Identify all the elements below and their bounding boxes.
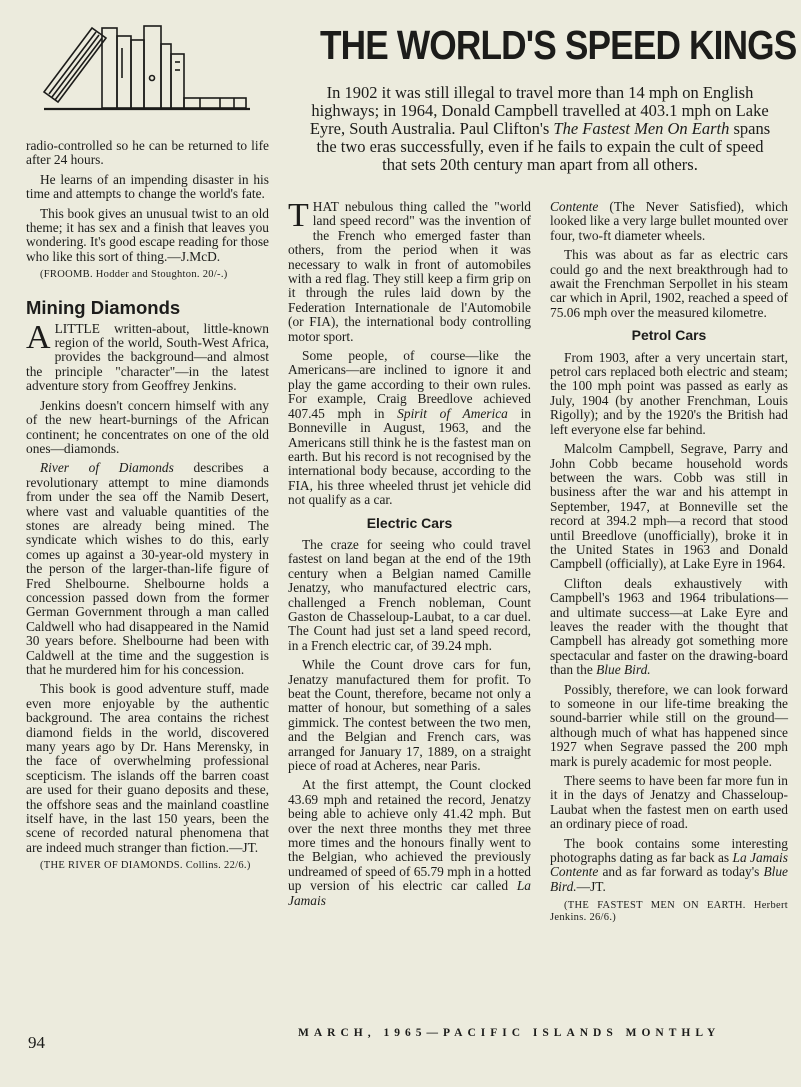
col2-paragraph: The craze for seeing who could travel fastest on land began at the end of the 19th century when a Belgian named Camille Jenatzy, who manufactured electric cars, challenged a French nobleman, Count Gaston de Chasseloup-Laubat, to a car duel. The Count had just set a land speed record, in a French electric car, of 39.24 mph. bbox=[288, 536, 531, 653]
col3-paragraph: This was about as far as electric cars could go and the next breakthrough had to await the Frenchman Serpollet in his steam car which in April, 1902, reached a speed of 75.06 mph over the measured kilometre. bbox=[550, 247, 788, 320]
car-name: Blue Bird. bbox=[550, 864, 788, 894]
page-title: THE WORLD'S SPEED KINGS bbox=[320, 22, 797, 68]
review-credit: (FROOMB. Hodder and Stoughton. 20/-.) bbox=[40, 269, 228, 281]
section-heading-electric-cars: Electric Cars bbox=[366, 514, 453, 531]
col3-paragraph bbox=[550, 577, 788, 678]
paragraph-text: At the first attempt, the Count clocked 43.69 mph and retained the record, Jenatzy being able to achieve only 41.42 mph. But over the next three months they met three more times and the honours finally went to the Belgian, who achieved the previously undreamed of speed of 65.79 mph in a hotted up version of his electric car called bbox=[288, 777, 531, 894]
col1-paragraph: Jenkins doesn't concern himself with any of the new heart-burnings of the African continent; he concentrates on one of the old ones—diamonds. bbox=[26, 397, 269, 456]
section-heading-mining-diamonds: Mining Diamonds bbox=[26, 297, 181, 319]
col1-paragraph: He learns of an impending disaster in his time and attempts to change the world's fate. bbox=[26, 171, 269, 202]
col3-paragraph: Possibly, therefore, we can look forward to someone in our life-time breaking the sound-barrier while still on the ground—although much of what has happened since 1927 when Segrave passed the 200 mph mark is purely academic for most people. bbox=[550, 681, 788, 769]
column-2 bbox=[288, 197, 532, 913]
col2-paragraph: While the Count drove cars for fun, Jenatzy manufactured them for profit. To beat the Count, therefore, became not only a matter of honour, but something of a sales gimmick. The contest between the two men, and the Belgian and French cars, was arranged for January 17, 1889, on a straight piece of road at Acheres, near Paris. bbox=[288, 657, 531, 774]
paragraph-text: Some people, of course—like the Americans—are inclined to ignore it and play the game according to their own rules. For example, Craig Breedlove achieved 407.45 mph in bbox=[288, 348, 531, 421]
intro-text-a: In 1902 it was still illegal to travel more than 14 mph on English highways; in 1964, Donald Campbell travelled at 403.1 mph on Lake Eyre, South Australia. Paul Clifton's bbox=[309, 83, 769, 138]
intro-book-title: The Fastest Men On Earth bbox=[553, 119, 730, 138]
paragraph-text: LITTLE written-about, little-known region of the world, South-West Africa, provides the background—and almost the principle "character"—in the latest adventure story from Geoffrey Jenkins. bbox=[26, 320, 269, 394]
col3-paragraph bbox=[550, 200, 788, 243]
car-name: Blue Bird. bbox=[596, 662, 651, 678]
paragraph-text: The book contains some interesting photographs dating as far back as bbox=[550, 835, 788, 866]
paragraph-text: Clifton deals exhaustively with Campbell's 1963 and 1964 tribulations—and ultimate success—at Lake Eyre and leaves the reader with the thought that Campbell has already got something more spectacular and faster on the drawing-board than the bbox=[550, 575, 788, 678]
col1-paragraph: This book is good adventure stuff, made even more enjoyable by the authentic background. The area contains the richest diamond fields in the world, discovered many years ago by Dr. Hans Merensky, in the face of overwhelming professional scepticism. The islands off the barren coast are used for their guano deposits and these, the offshore seas and the mainland coastline itself have, in the last 150 years, been the scene of recorded natural phenomena that are indeed much stranger than fiction.—JT. bbox=[26, 681, 269, 855]
column-1 bbox=[26, 139, 269, 877]
book-title: River of Diamonds bbox=[40, 460, 174, 476]
col1-paragraph: This book gives an unusual twist to an old theme; it has sex and a finish that leaves you wondering. It's good escape reading for those who like this sort of thing.—J.McD. bbox=[26, 205, 269, 264]
paragraph-text: describes a revolutionary attempt to mine diamonds from under the sea off the Namib Desert, where vast and valuable quantities of the stones are already being mined. The syndicate which wishes to do this, early comes up against a 30-year-old mystery in the person of the larger-than-life figure of Fred Shelbourne. Shelbourne holds a concession passed down from the former German Government through a man called Caldwell who had disappeared in the Namid 30 years before. Shelbourne had been with Caldwell at the time and the suggestion is that he murdered him for his concession. bbox=[26, 460, 269, 677]
section-heading-petrol-cars: Petrol Cars bbox=[631, 327, 707, 344]
running-footer: MARCH, 1965—PACIFIC ISLANDS MONTHLY bbox=[298, 1027, 721, 1039]
review-credit: (THE RIVER OF DIAMONDS. Collins. 22/6.) bbox=[40, 860, 251, 872]
review-credit: (THE FASTEST MEN ON EARTH. Herbert Jenkins. 26/6.) bbox=[550, 900, 788, 924]
paragraph-text: (The Never Satisfied), which looked like a very large bullet mounted over four, two-ft diameter wheels. bbox=[550, 199, 788, 243]
col3-paragraph bbox=[550, 837, 788, 895]
paragraph-text: —JT. bbox=[576, 878, 606, 894]
col1-paragraph bbox=[26, 461, 269, 677]
col2-paragraph bbox=[288, 778, 531, 908]
car-name: Spirit of America bbox=[397, 405, 508, 421]
car-name: La Jamais bbox=[288, 878, 531, 908]
drop-cap: A bbox=[26, 318, 51, 356]
col1-paragraph: radio-controlled so he can be returned to life after 24 hours. bbox=[26, 138, 269, 168]
column-3 bbox=[550, 200, 788, 929]
drop-cap: T bbox=[288, 197, 309, 234]
paragraph-text: in Bonneville in August, 1963, and the Americans still think he is the fastest man on earth. But his record is not recognised by the international body because, according to the FIA, his three wheeled thrust jet vehicle did not qualify as a car. bbox=[288, 405, 532, 508]
car-name: La Jamais Contente bbox=[550, 850, 788, 880]
paragraph-text: and as far forward as today's bbox=[598, 864, 764, 880]
col3-paragraph: There seems to have been far more fun in it in the days of Jenatzy and Chasseloup-Laubat when the fastest men on earth used an ordinary piece of road. bbox=[550, 773, 788, 832]
car-name: Contente bbox=[550, 199, 599, 214]
col3-paragraph: From 1903, after a very uncertain start, petrol cars replaced both electric and steam; the 100 mph point was passed as early as July, 1904 (by another Frenchman, Louis Rigolly); and by the 1920's the British had left everyone else far behind. bbox=[550, 349, 788, 437]
col2-paragraph bbox=[288, 349, 531, 507]
intro-standfirst bbox=[307, 84, 773, 174]
intro-text-b: spans the two eras successfully, even if he fails to expain the cult of speed that sets 20th century man apart from all others. bbox=[316, 119, 771, 174]
col2-paragraph bbox=[288, 197, 531, 344]
paragraph-text: HAT nebulous thing called the "world land speed record" was the invention of the French who emerged faster than others, from the period when it was necessary to walk in front of automobiles with a red flag. They still keep a firm grip on it through the rules laid down by the Federation Internationale de l'Automobile (or FIA), the international body controlling motor sport. bbox=[288, 199, 531, 344]
page-number: 94 bbox=[28, 1033, 45, 1052]
bookshelf-logo-icon bbox=[40, 18, 255, 118]
col1-paragraph bbox=[26, 318, 269, 394]
col3-paragraph: Malcolm Campbell, Segrave, Parry and John Cobb became household words between the wars. Cobb was still in business after the war and his attempt in September, 1947, at Bonneville set the record at 394.2 mph—a record that stood until Breedlove (unofficially), broke it in the United States in 1963 and Donald Campbell (officially), at Lake Eyre in 1964. bbox=[550, 441, 788, 572]
